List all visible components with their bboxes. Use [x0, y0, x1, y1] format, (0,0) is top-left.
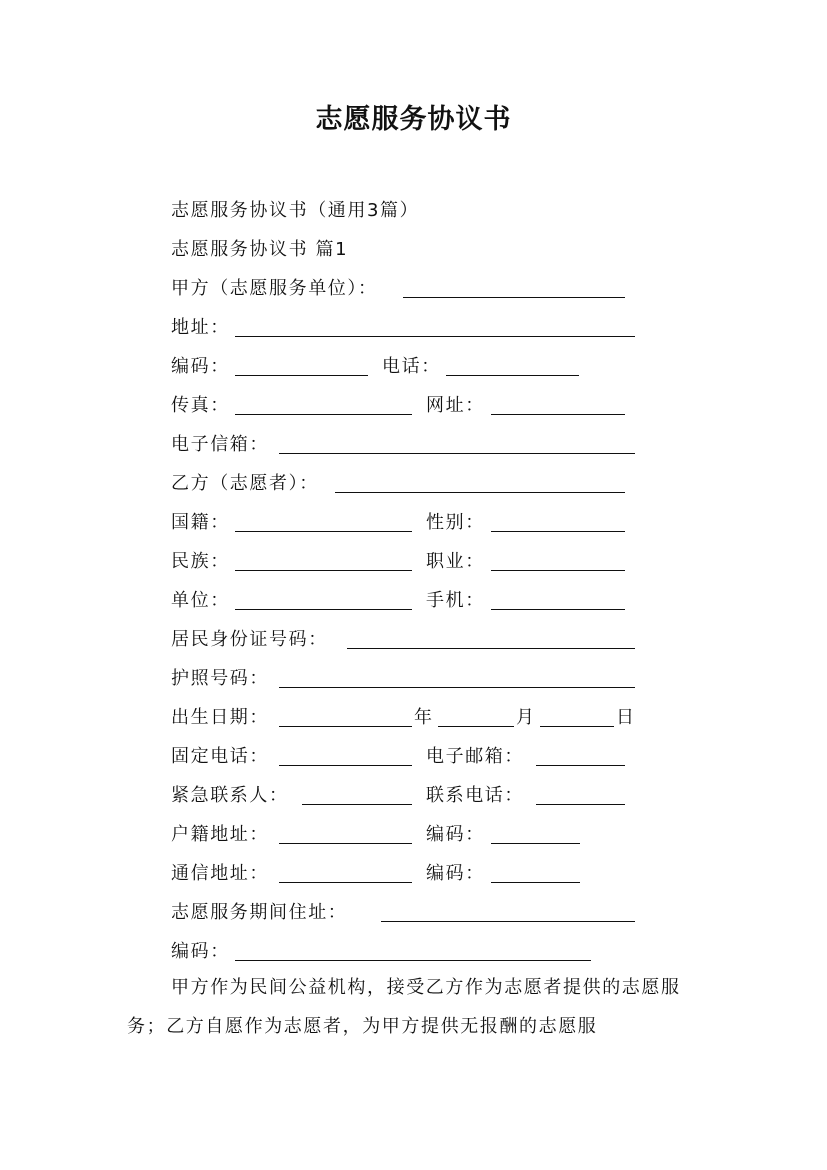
- ethnicity-blank[interactable]: [235, 570, 412, 571]
- contact-phone-blank[interactable]: [536, 804, 625, 805]
- mail-address-row: [171, 860, 641, 888]
- address-row: [171, 314, 641, 342]
- party-a-blank[interactable]: [403, 297, 625, 298]
- mobile-label: 手机：: [426, 590, 485, 611]
- fax-label: 传真：: [171, 395, 230, 416]
- birth-day-blank[interactable]: [540, 726, 614, 727]
- month-label: 月: [516, 707, 536, 728]
- employer-label: 单位：: [171, 590, 230, 611]
- household-address-label: 户籍地址：: [171, 824, 269, 845]
- phone-label: 电话：: [382, 356, 441, 377]
- gender-blank[interactable]: [491, 531, 625, 532]
- birth-date-row: [171, 704, 641, 732]
- occupation-label: 职业：: [426, 551, 485, 572]
- employer-mobile-row: [171, 587, 641, 615]
- id-number-row: [171, 626, 641, 654]
- party-b-label: 乙方（志愿者）：: [171, 473, 319, 494]
- id-number-label: 居民身份证号码：: [171, 629, 328, 650]
- website-label: 网址：: [426, 395, 485, 416]
- mobile-blank[interactable]: [491, 609, 625, 610]
- final-postcode-blank[interactable]: [235, 960, 591, 961]
- mail-postcode-label: 编码：: [426, 863, 485, 884]
- email-box-blank[interactable]: [279, 453, 635, 454]
- party-b-row: [171, 470, 641, 498]
- day-label: 日: [616, 707, 636, 728]
- landline-email-row: [171, 743, 641, 771]
- emergency-contact-blank[interactable]: [302, 804, 412, 805]
- email-label: 电子邮箱：: [426, 746, 524, 767]
- landline-label: 固定电话：: [171, 746, 269, 767]
- birth-year-blank[interactable]: [279, 726, 412, 727]
- website-blank[interactable]: [491, 414, 625, 415]
- mail-address-label: 通信地址：: [171, 863, 269, 884]
- email-box-row: [171, 431, 641, 459]
- passport-blank[interactable]: [279, 687, 635, 688]
- final-postcode-label: 编码：: [171, 941, 230, 962]
- address-blank[interactable]: [235, 336, 635, 337]
- nationality-label: 国籍：: [171, 512, 230, 533]
- party-b-blank[interactable]: [335, 492, 625, 493]
- occupation-blank[interactable]: [491, 570, 625, 571]
- birth-date-label: 出生日期：: [171, 707, 269, 728]
- passport-label: 护照号码：: [171, 668, 269, 689]
- household-postcode-label: 编码：: [426, 824, 485, 845]
- year-label: 年: [414, 707, 434, 728]
- body-paragraph: 甲方作为民间公益机构，接受乙方作为志愿者提供的志愿服务；乙方自愿作为志愿者，为甲方提供无报酬的志愿服: [127, 977, 681, 1037]
- emergency-contact-label: 紧急联系人：: [171, 785, 289, 806]
- household-address-blank[interactable]: [279, 843, 412, 844]
- document-subtitle: 志愿服务协议书（通用3篇）: [171, 200, 420, 221]
- household-postcode-blank[interactable]: [491, 843, 580, 844]
- party-a-label: 甲方（志愿服务单位）：: [171, 278, 378, 299]
- nationality-blank[interactable]: [235, 531, 412, 532]
- fax-website-row: [171, 392, 641, 420]
- phone-blank[interactable]: [446, 375, 579, 376]
- emergency-contact-row: [171, 782, 641, 810]
- mail-address-blank[interactable]: [279, 882, 412, 883]
- email-box-label: 电子信箱：: [171, 434, 269, 455]
- party-a-row: [171, 275, 641, 303]
- passport-row: [171, 665, 641, 693]
- id-number-blank[interactable]: [347, 648, 635, 649]
- service-residence-label: 志愿服务期间住址：: [171, 902, 348, 923]
- gender-label: 性别：: [426, 512, 485, 533]
- ethnicity-label: 民族：: [171, 551, 230, 572]
- service-residence-blank[interactable]: [381, 921, 635, 922]
- birth-month-blank[interactable]: [438, 726, 514, 727]
- landline-blank[interactable]: [279, 765, 412, 766]
- postcode-label: 编码：: [171, 356, 230, 377]
- postcode-phone-row: [171, 353, 641, 381]
- employer-blank[interactable]: [235, 609, 412, 610]
- contact-phone-label: 联系电话：: [426, 785, 524, 806]
- fax-blank[interactable]: [235, 414, 412, 415]
- ethnicity-occupation-row: [171, 548, 641, 576]
- document-title: 志愿服务协议书: [315, 104, 512, 135]
- household-address-row: [171, 821, 641, 849]
- email-blank[interactable]: [536, 765, 625, 766]
- mail-postcode-blank[interactable]: [491, 882, 580, 883]
- postcode-blank[interactable]: [235, 375, 368, 376]
- final-postcode-row: [171, 938, 641, 966]
- part-heading: 志愿服务协议书 篇1: [171, 239, 349, 260]
- nationality-gender-row: [171, 509, 641, 537]
- address-label: 地址：: [171, 317, 230, 338]
- service-residence-row: [171, 899, 641, 927]
